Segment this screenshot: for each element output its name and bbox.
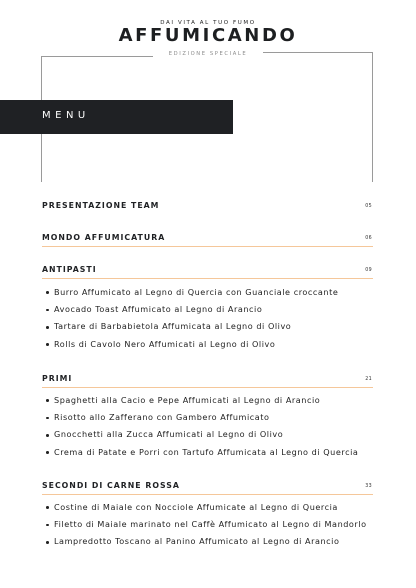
section-page-number: 33 <box>365 484 372 489</box>
list-item: Lampredotto Toscano al Panino Affumicato al Legno di Arancio <box>42 533 373 550</box>
toc-section[interactable] <box>42 265 373 275</box>
section-page-number: 09 <box>365 268 372 273</box>
brand-title: AFFUMICANDO <box>118 25 298 46</box>
list-item: Filetto di Maiale marinato nel Caffè Affumicato al Legno di Mandorlo <box>42 516 373 533</box>
primi-list <box>42 392 373 461</box>
toc-section[interactable] <box>42 201 373 211</box>
toc-section[interactable] <box>42 374 373 384</box>
menu-band <box>0 100 233 134</box>
tagline: DAI VITA AL TUO FUMO <box>160 20 256 26</box>
antipasti-list <box>42 284 373 353</box>
list-item: Costine di Maiale con Nocciole Affumicate al Legno di Quercia <box>42 499 373 516</box>
section-divider <box>42 387 373 388</box>
section-title: PRIMI <box>42 374 73 383</box>
list-item: Crema di Patate e Porri con Tartufo Affumicata al Legno di Quercia <box>42 444 373 461</box>
menu-heading: MENU <box>42 110 90 121</box>
toc-section[interactable] <box>42 233 373 243</box>
section-title: PRESENTAZIONE TEAM <box>42 201 160 210</box>
list-item: Tartare di Barbabietola Affumicata al Legno di Olivo <box>42 318 373 335</box>
section-page-number: 06 <box>365 236 372 241</box>
section-title: ANTIPASTI <box>42 265 97 274</box>
list-item: Risotto allo Zafferano con Gambero Affumicato <box>42 409 373 426</box>
section-divider <box>42 246 373 247</box>
secondi-list <box>42 499 373 551</box>
list-item: Burro Affumicato al Legno di Quercia con Guanciale croccante <box>42 284 373 301</box>
list-item: Rolls di Cavolo Nero Affumicati al Legno di Olivo <box>42 336 373 353</box>
frame-top-left <box>41 56 153 57</box>
section-title: SECONDI DI CARNE ROSSA <box>42 481 180 490</box>
frame-top-right <box>263 52 373 53</box>
edition-label: EDIZIONE SPECIALE <box>168 51 248 57</box>
list-item: Spaghetti alla Cacio e Pepe Affumicati al Legno di Arancio <box>42 392 373 409</box>
section-title: MONDO AFFUMICATURA <box>42 233 166 242</box>
frame-right <box>372 52 373 182</box>
toc-section[interactable] <box>42 481 373 491</box>
list-item: Gnocchetti alla Zucca Affumicati al Legno di Olivo <box>42 426 373 443</box>
section-divider <box>42 494 373 495</box>
section-page-number: 21 <box>365 377 372 382</box>
section-divider <box>42 278 373 279</box>
list-item: Avocado Toast Affumicato al Legno di Arancio <box>42 301 373 318</box>
section-page-number: 05 <box>365 204 372 209</box>
